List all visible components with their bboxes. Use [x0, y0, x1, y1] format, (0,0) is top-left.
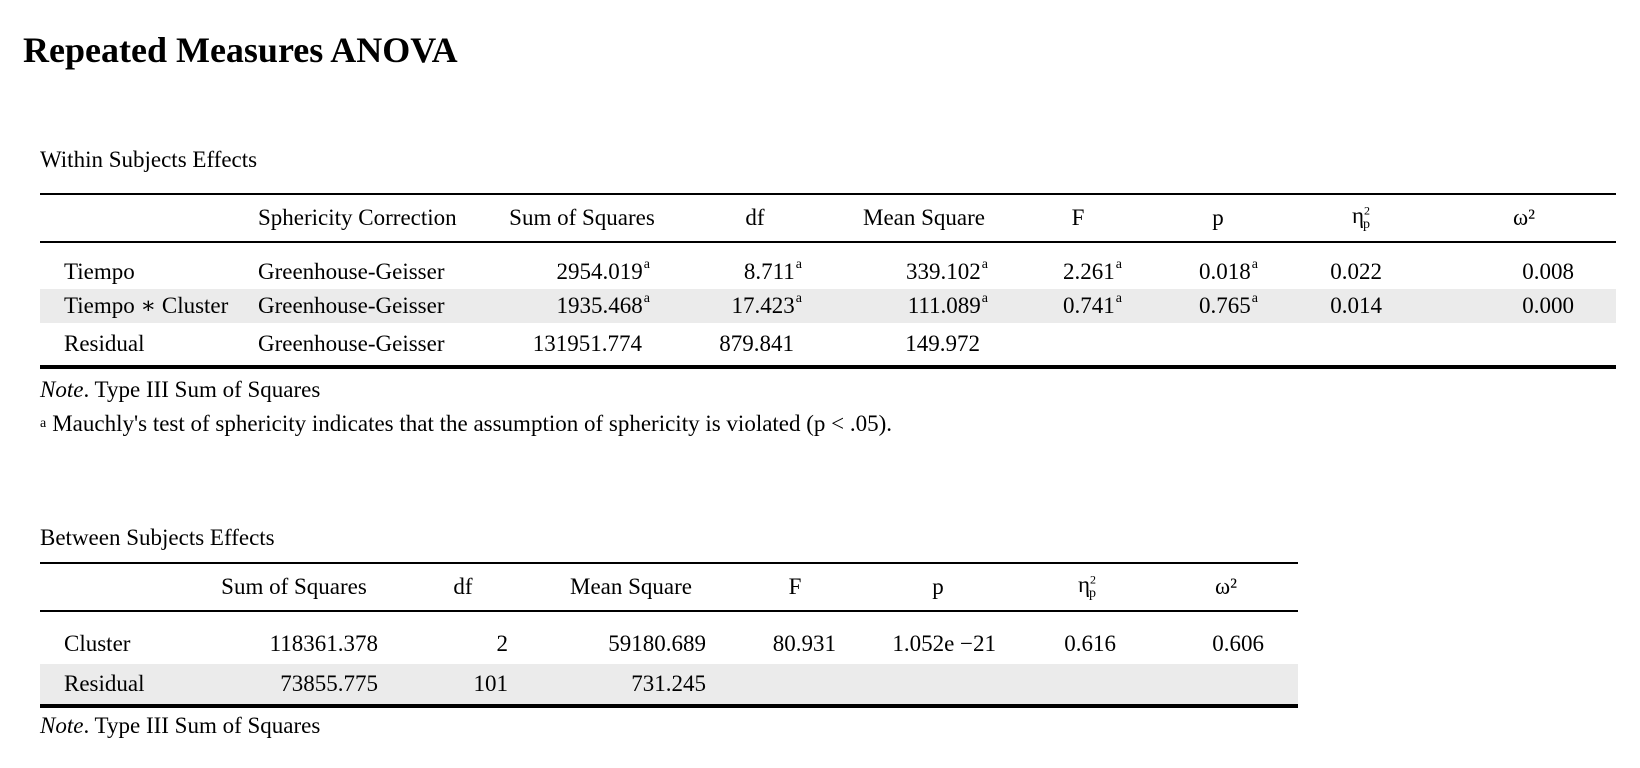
cell-df: 879.841	[672, 323, 838, 367]
between-header-row	[40, 563, 1298, 611]
cell-case: Tiempo	[64, 259, 135, 284]
cell-df: 17.423$^a$	[672, 289, 838, 323]
cell-p	[1146, 323, 1290, 367]
between-header-omega: ω²	[1154, 563, 1298, 611]
cell-eta	[1020, 664, 1154, 706]
within-header-sphericity: Sphericity Correction	[258, 194, 492, 242]
cell-omega: 0.606	[1212, 631, 1264, 656]
between-caption: Between Subjects Effects	[40, 525, 275, 550]
cell-ss: 2954.019$^a$	[556, 257, 650, 284]
cell-df: 101	[398, 664, 528, 706]
within-header-ss: Sum of Squares	[492, 194, 672, 242]
cell-sphericity: Greenhouse-Geisser	[258, 289, 492, 323]
cell-ms: 149.972	[838, 323, 1010, 367]
within-header-row	[40, 194, 1616, 242]
cell-case: Residual	[40, 323, 258, 367]
cell-p: 0.765$^a$	[1146, 289, 1290, 323]
cell-sphericity: Greenhouse-Geisser	[258, 323, 492, 367]
table-row	[40, 624, 1298, 664]
within-header-omega: ω²	[1432, 194, 1616, 242]
cell-df: 2	[496, 631, 508, 656]
table-row	[40, 289, 1616, 323]
within-header-eta: $\eta^2_p$	[1290, 194, 1432, 242]
between-header-df: df	[398, 563, 528, 611]
cell-ss: 118361.378	[269, 631, 378, 656]
cell-case: Cluster	[64, 631, 131, 656]
between-subjects-table	[40, 562, 1298, 708]
cell-case: Residual	[40, 664, 190, 706]
cell-eta: 0.022	[1330, 259, 1382, 284]
between-header-case	[40, 563, 190, 611]
within-header-df: df	[672, 194, 838, 242]
cell-eta: 0.616	[1064, 631, 1116, 656]
table-row	[40, 323, 1616, 367]
cell-p: 1.052e −21	[892, 631, 996, 656]
between-header-ss: Sum of Squares	[190, 563, 398, 611]
cell-ms: 731.245	[528, 664, 734, 706]
cell-p: 0.018$^a$	[1199, 257, 1258, 284]
cell-ms: 59180.689	[608, 631, 706, 656]
cell-f	[1010, 323, 1146, 367]
cell-omega: 0.000	[1432, 289, 1616, 323]
cell-ss: 73855.775	[190, 664, 398, 706]
cell-case: Tiempo ∗ Cluster	[40, 289, 258, 323]
between-header-p: p	[856, 563, 1020, 611]
table-row	[40, 255, 1616, 289]
between-header-f: F	[734, 563, 856, 611]
within-header-case	[40, 194, 258, 242]
cell-omega	[1154, 664, 1298, 706]
between-header-eta: $\eta^2_p$	[1020, 563, 1154, 611]
cell-sphericity: Greenhouse-Geisser	[258, 259, 445, 284]
cell-f	[734, 664, 856, 706]
cell-f: 80.931	[772, 631, 836, 656]
between-header-ms: Mean Square	[528, 563, 734, 611]
cell-df: 8.711$^a$	[743, 257, 802, 284]
cell-f: 0.741$^a$	[1010, 289, 1146, 323]
within-footnote: $^a$ Mauchly's test of sphericity indicates that the assumption of sphericity is violated (p < .05).	[40, 411, 893, 436]
cell-ms: 111.089$^a$	[838, 289, 1010, 323]
cell-eta	[1290, 323, 1432, 367]
cell-ms: 339.102$^a$	[906, 257, 988, 284]
cell-ss: 131951.774	[492, 323, 672, 367]
within-note: Note. Type III Sum of Squares	[40, 377, 321, 402]
within-header-f: F	[1010, 194, 1146, 242]
page-title: Repeated Measures ANOVA	[23, 30, 458, 70]
cell-p	[856, 664, 1020, 706]
table-row	[40, 664, 1298, 706]
cell-eta: 0.014	[1290, 289, 1432, 323]
cell-ss: 1935.468$^a$	[492, 289, 672, 323]
within-header-p: p	[1146, 194, 1290, 242]
cell-omega: 0.008	[1522, 259, 1574, 284]
within-header-ms: Mean Square	[838, 194, 1010, 242]
between-note: Note. Type III Sum of Squares	[40, 713, 321, 738]
cell-f: 2.261$^a$	[1063, 257, 1122, 284]
cell-omega	[1432, 323, 1616, 367]
within-caption: Within Subjects Effects	[40, 147, 258, 172]
within-subjects-table	[40, 193, 1616, 369]
